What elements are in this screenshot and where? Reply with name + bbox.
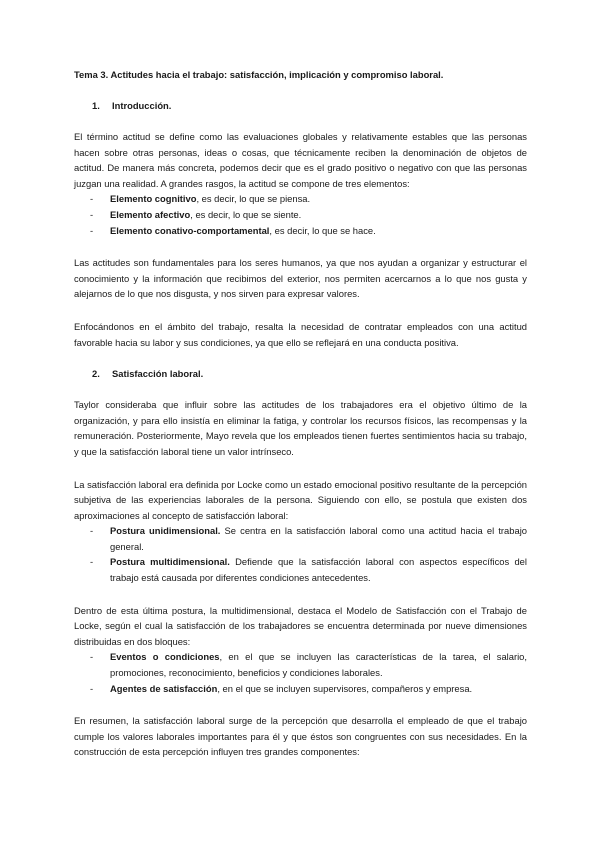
document-body (74, 68, 527, 777)
list-item (74, 649, 527, 680)
list-term: Elemento cognitivo (110, 193, 197, 205)
dash-bullet: - (90, 208, 94, 220)
section-title: Introducción. (112, 100, 172, 111)
paragraph: Dentro de esta última postura, la multidimensional, destaca el Modelo de Satisfacción con el Trabajo de Locke, según el cual la satisfacción de los trabajadores se encuentra determinada por nueve dimensiones distribuidas en dos bloques: (74, 604, 527, 647)
section-number: 2. (92, 368, 100, 380)
dash-bullet: - (90, 224, 94, 236)
dash-bullet: - (90, 651, 94, 663)
list-term: Postura unidimensional. (110, 525, 221, 537)
list-item (74, 554, 527, 585)
section-heading-introduccion (74, 99, 527, 113)
list-term: Eventos o condiciones (110, 651, 220, 663)
dash-list-elementos (74, 191, 527, 238)
paragraph: Enfocándonos en el ámbito del trabajo, resalta la necesidad de contratar empleados con una actitud favorable hacia su labor y sus condiciones, ya que ello se reflejará en una conducta positiva. (74, 320, 527, 348)
section-number: 1. (92, 100, 100, 111)
list-text: , es decir, lo que se siente. (190, 208, 302, 220)
dash-list-posturas (74, 523, 527, 585)
section-title: Satisfacción laboral. (112, 368, 204, 380)
list-text: , es decir, lo que se piensa. (196, 193, 311, 205)
list-text: Se centra en la satisfacción laboral como una actitud hacia el trabajo general. (110, 525, 527, 552)
list-item (74, 191, 527, 207)
list-term: Agentes de satisfacción (110, 682, 218, 694)
list-term: Postura multidimensional. (110, 556, 230, 568)
list-text: , en el que se incluyen las características de la tarea, el salario, promociones, reconocimiento, beneficios y condiciones laborales. (110, 651, 527, 679)
list-term: Elemento conativo-comportamental (110, 224, 270, 236)
list-text: , es decir, lo que se hace. (269, 224, 376, 236)
document-title: Tema 3. Actitudes hacia el trabajo: satisfacción, implicación y compromiso laboral. (74, 69, 444, 80)
dash-list-bloques (74, 649, 527, 696)
section-heading-satisfaccion (74, 367, 527, 381)
paragraph: En resumen, la satisfacción laboral surge de la percepción que desarrolla el empleado de que el trabajo cumple los valores laborales importantes para él y que éstos son congruentes con sus necesidades. En la construcción de esta percepción influyen tres grandes componentes: (74, 715, 527, 758)
list-text: , en el que se incluyen supervisores, compañeros y empresa. (217, 682, 473, 694)
list-term: Elemento afectivo (110, 208, 191, 220)
list-item (74, 523, 527, 554)
paragraph: El término actitud se define como las evaluaciones globales y relativamente estables que las personas hacen sobre otras personas, ideas o cosas, que técnicamente reciben la denominación de objetos de actitud. De manera más concreta, podemos decir que es el grado positivo o negativo con que las personas juzgan una realidad. A grandes rasgos, la actitud se compone de tres elementos: (74, 131, 527, 189)
list-item (74, 207, 527, 223)
list-item (74, 223, 527, 239)
dash-bullet: - (90, 193, 94, 205)
dash-bullet: - (90, 682, 94, 694)
list-item (74, 681, 527, 697)
dash-bullet: - (90, 525, 94, 537)
paragraph: Taylor consideraba que influir sobre las actitudes de los trabajadores era el objetivo último de la organización, y para ello insistía en eliminar la fatiga, y controlar los recursos físicos, las recompensas y la remuneración. Posteriormente, Mayo revela que los empleados tienen fuertes sentimientos hacia su trabajo, y que la satisfacción laboral tiene un valor intrínseco. (74, 399, 527, 457)
dash-bullet: - (90, 556, 94, 568)
paragraph: La satisfacción laboral era definida por Locke como un estado emocional positivo resultante de la percepción subjetiva de las experiencias laborales de la persona. Siguiendo con ello, se postula que existen dos aproximaciones al concepto de satisfacción laboral: (74, 478, 527, 521)
list-text: Defiende que la satisfacción laboral con aspectos específicos del trabajo está causada por diferentes condiciones antecedentes. (110, 556, 527, 584)
paragraph: Las actitudes son fundamentales para los seres humanos, ya que nos ayudan a organizar y estructurar el conocimiento y la información que recibimos del exterior, nos permiten acercarnos a lo que nos gusta y alejarnos de lo que nos disgusta, y nos sirven para expresar valores. (74, 257, 527, 300)
